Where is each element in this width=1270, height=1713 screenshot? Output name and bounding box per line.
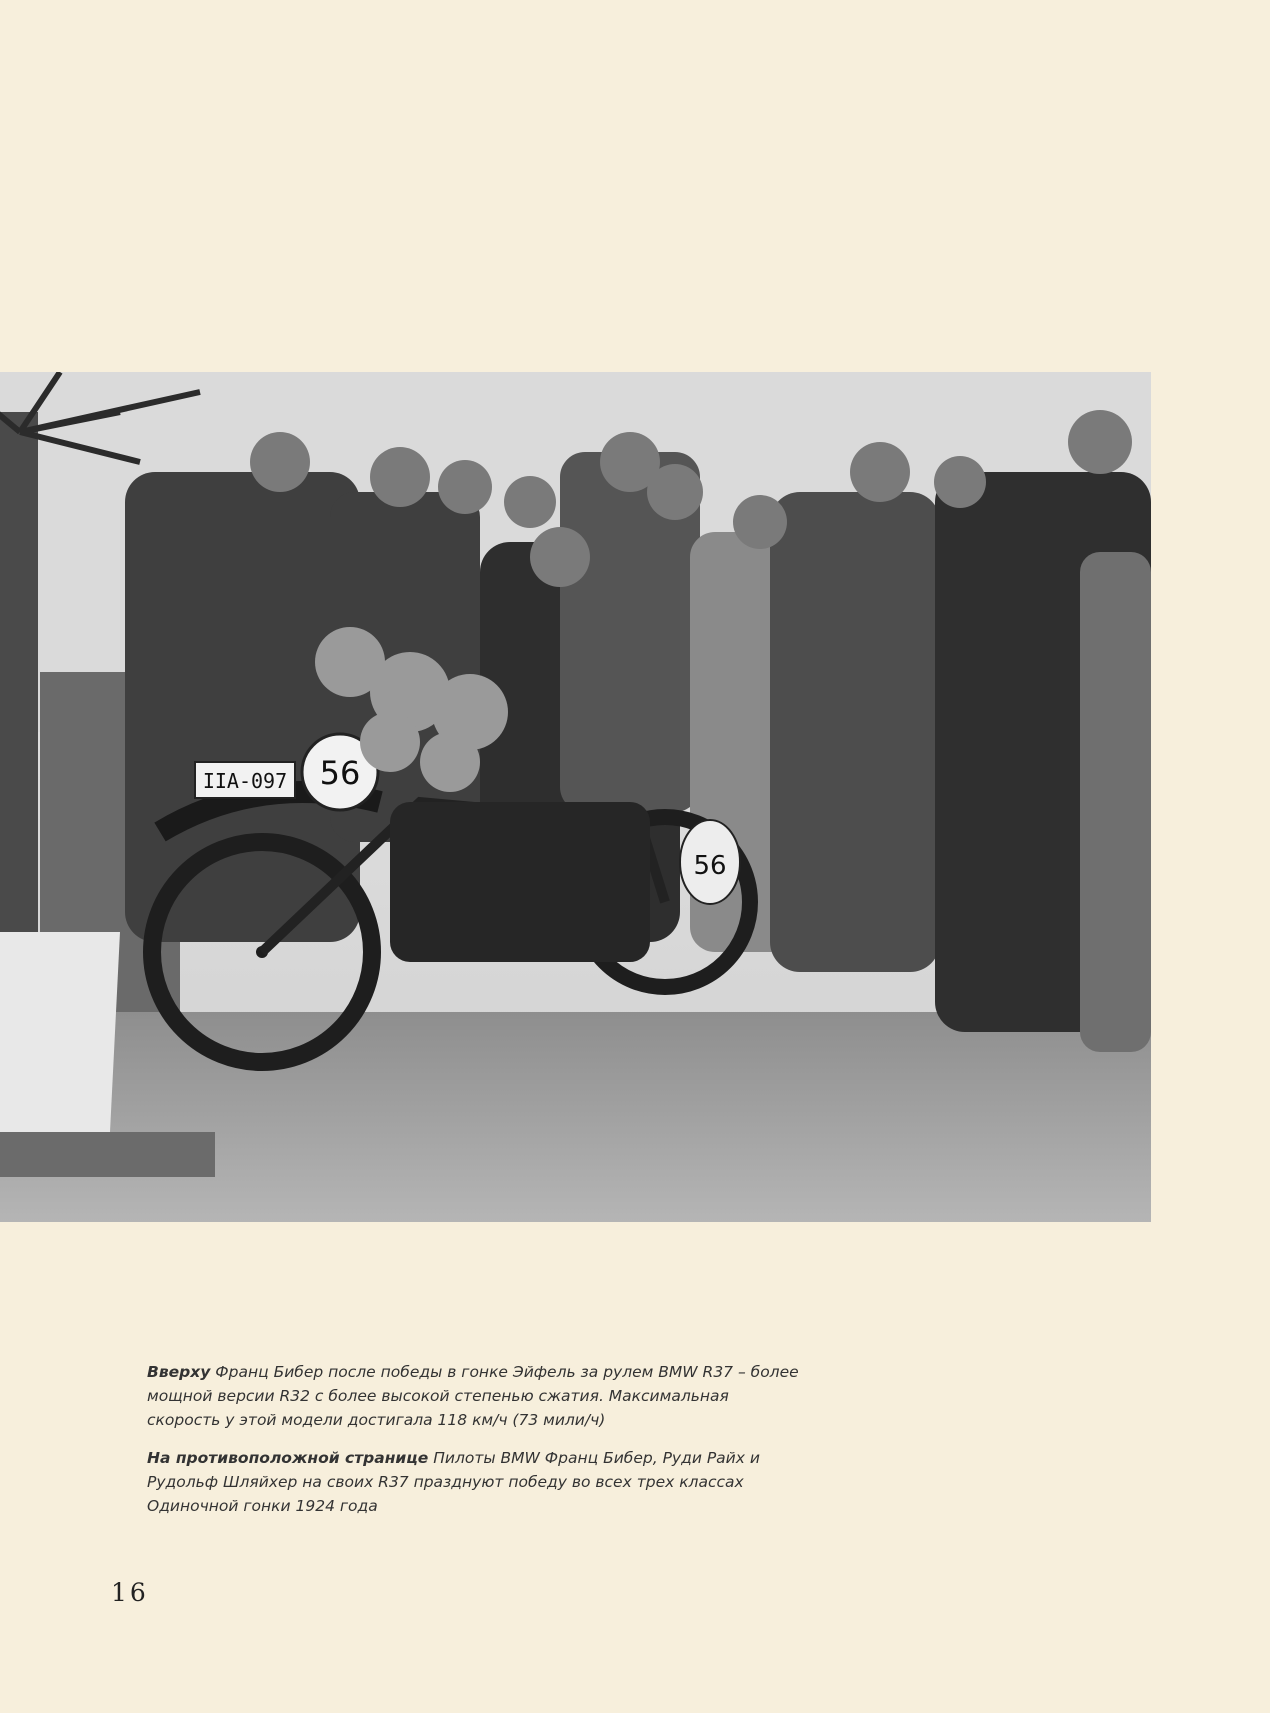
page-number: 16 [111, 1578, 149, 1607]
photo-illustration [0, 372, 1151, 1222]
license-plate: IIA-097 [202, 769, 288, 793]
planter-pot [0, 932, 120, 1132]
caption-top [147, 1360, 807, 1432]
race-number-side: 56 [693, 851, 727, 881]
caption-opposite-body: Пилоты BMW Франц Бибер, Руди Райх и Рудольф Шляйхер на своих R37 празднуют победу во всех трех классах Одиночной гонки 1924 года [147, 1449, 760, 1515]
historic-photo [0, 372, 1151, 1222]
race-number-front: 56 [319, 754, 361, 792]
caption-opposite [147, 1446, 807, 1518]
captions [147, 1360, 807, 1532]
caption-opposite-lead: На противоположной странице [147, 1449, 429, 1467]
caption-top-body: Франц Бибер после победы в гонке Эйфель за рулем BMW R37 – более мощной версии R32 с более высокой степенью сжатия. Максимальная скорость у этой модели достигала 118 км/ч (73 мили/ч) [147, 1363, 799, 1429]
caption-top-lead: Вверху [147, 1363, 211, 1381]
cobblestone-ground [0, 1012, 1151, 1222]
